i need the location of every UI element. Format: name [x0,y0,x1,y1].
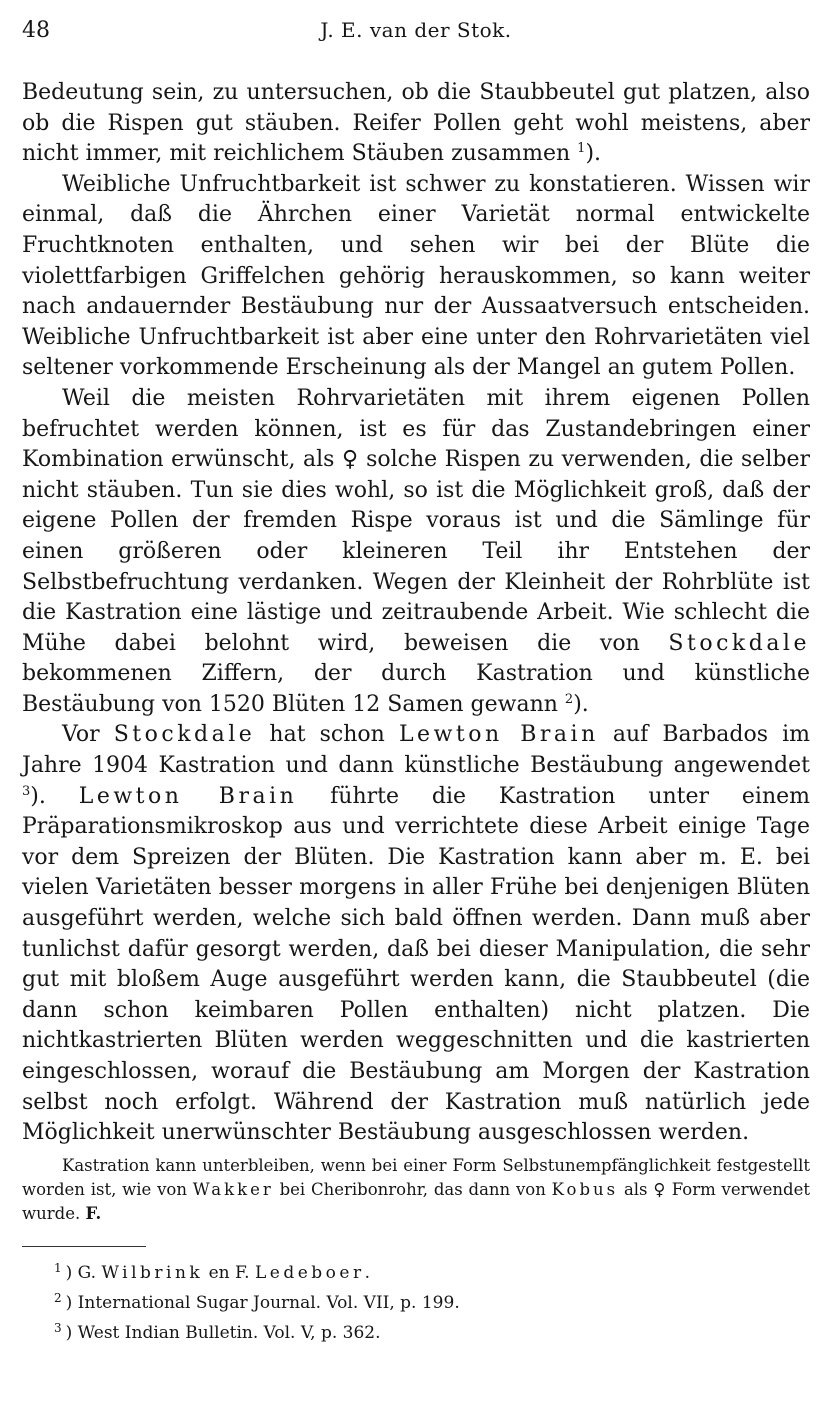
footnote-3 [54,1316,794,1346]
footnote-ref: 3 [22,783,31,799]
footnote-2 [54,1286,794,1316]
footnote-1 [54,1256,794,1286]
footnote-text: ) G. Wilbrink en F. Ledeboer. [65,1263,371,1283]
spaced-name: Ledeboer [255,1263,365,1283]
paragraph-4: Vor Stockdale hat schon Lewton Brain auf Barbados im Jahre 1904 Kastration und dann künstliche Bestäubung angewendet $^3$). Lewton Brain führte die Kastration unter einem Präparationsmikroskop aus und verrichtete diese Arbeit einige Tage vor dem Spreizen der Blüten. Die Kastration kann aber m. E. bei vielen Varietäten besser morgens in aller Frühe bei denjenigen Blüten ausgeführt werden, welche sich bald öffnen werden. Dann muß aber tunlichst dafür gesorgt werden, daß bei dieser Manipulation, die sehr gut mit bloßem Auge ausgeführt werden kann, die Staubbeutel (die dann schon keimbaren Pollen enthalten) nicht platzen. Die nichtkastrierten Blüten werden weggeschnitten und die kastrierten eingeschlossen, worauf die Bestäubung am Morgen der Kastration selbst noch erfolgt. Während der Kastration muß natürlich jede Möglichkeit unerwünschter Bestäubung ausgeschlossen werden. [22,722,811,1146]
note-signature: F. [85,1204,102,1223]
paragraph-1: Bedeutung sein, zu untersuchen, ob die Staubbeutel gut platzen, also ob die Rispen gut stäuben. Reifer Pollen geht wohl meistens, aber nicht immer, mit reichlichem Stäuben zusammen $^1$). [22,80,810,167]
footnote-text: ) West Indian Bulletin. Vol. V, p. 362. [65,1323,381,1343]
footnote-mark: 3 [54,1321,62,1335]
footnote-mark: 2 [54,1291,62,1305]
footnote-rule [22,1246,146,1247]
spaced-name: Kobus [551,1180,619,1199]
spaced-name: Lewton Brain [78,783,298,809]
paragraph-3: Weil die meisten Rohrvarietäten mit ihrem eigenen Pollen befruchtet werden können, ist es für das Zustandebringen einer Kombination erwünscht, als ♀ solche Rispen zu verwenden, die selber nicht stäuben. Tun sie dies wohl, so ist die Möglichkeit groß, daß der eigene Pollen der fremden Rispe voraus ist und die Sämlinge für einen größeren oder kleineren Teil ihr Entstehen der Selbstbefruchtung verdanken. Wegen der Kleinheit der Rohrblüte ist die Kastration eine lästige und zeitraubende Arbeit. Wie schlecht die Mühe dabei belohnt wird, beweisen die von Stockdale bekommenen Ziffern, der durch Kastration und künstliche Bestäubung von 1520 Blüten 12 Samen gewann $^2$). [22,385,810,717]
page-number: 48 [22,18,50,43]
editorial-note: Kastration kann unterbleiben, wenn bei einer Form Selbstunempfänglichkeit festgestellt worden ist, wie von Wakker bei Cheribonrohr, das dann von Kobus als ♀ Form verwendet wurde. F. [22,1156,810,1223]
spaced-name: Stockdale [113,722,256,748]
footnote-text: ) International Sugar Journal. Vol. VII, p. 199. [65,1293,460,1313]
paragraph-2: Weibliche Unfruchtbarkeit ist schwer zu konstatieren. Wissen wir einmal, daß die Ährchen einer Varietät normal entwickelte Fruchtknoten enthalten, und sehen wir bei der Blüte die violettfarbigen Griffelchen gehörig herauskommen, so kann weiter nach andauernder Bestäubung nur der Aussaatversuch entscheiden. Weibliche Unfruchtbarkeit ist aber eine unter den Rohrvarietäten viel seltener vorkommende Erscheinung als der Mangel an gutem Pollen. [22,171,810,381]
page-header [22,18,810,48]
spaced-name: Wilbrink [101,1263,204,1283]
spaced-name: Lewton Brain [398,722,599,748]
footnote-mark: 1 [54,1261,62,1275]
footnotes [54,1256,794,1346]
footnote-ref: 2 [564,691,574,707]
spaced-name: Stockdale [668,630,810,656]
running-title: J. E. van der Stok. [320,18,512,42]
footnote-ref: 1 [577,141,586,157]
spaced-name: Wakker [192,1180,274,1199]
body-text [22,78,810,1149]
